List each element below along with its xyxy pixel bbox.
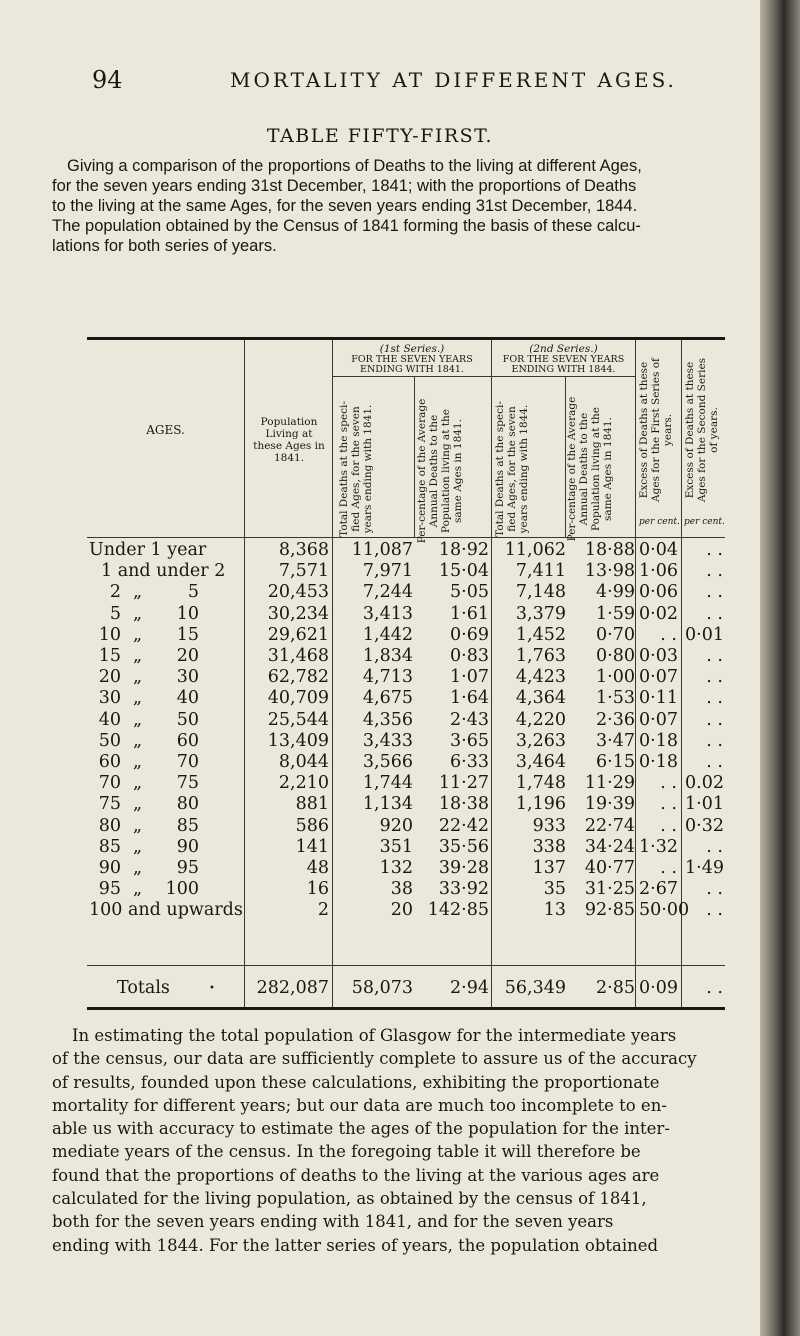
excess-1-cell: . . bbox=[660, 773, 677, 794]
age-to: 5 bbox=[187, 582, 199, 603]
deaths-1844-cell: 3,379 bbox=[515, 603, 566, 624]
body-line: calculated for the living population, as obtained by the census of 1841, bbox=[52, 1189, 647, 1209]
age-from: 60 bbox=[98, 752, 121, 772]
deaths-1841-cell: 20 bbox=[390, 900, 413, 921]
excess-2-cell: . . bbox=[706, 730, 723, 751]
population-cell: 2 bbox=[317, 900, 329, 921]
totals-rule bbox=[87, 965, 725, 966]
excess-1-cell: . . bbox=[660, 794, 677, 815]
ditto-mark: „ bbox=[133, 709, 143, 730]
deaths-1844-cell: 4,364 bbox=[515, 688, 566, 709]
excess-2-total: . . bbox=[706, 978, 723, 998]
population-cell: 30,234 bbox=[267, 603, 329, 624]
deaths-1841-cell: 1,744 bbox=[362, 773, 413, 794]
age-to: 100 bbox=[165, 879, 199, 900]
pct-1841-cell: 1·64 bbox=[450, 688, 489, 709]
deaths-1841-cell: 1,442 bbox=[362, 624, 413, 645]
pct-1844-cell: 2·36 bbox=[596, 709, 635, 730]
population-cell: 8,044 bbox=[278, 752, 329, 772]
body-line: mediate years of the census. In the foregoing table it will therefore be bbox=[52, 1142, 641, 1162]
table-row bbox=[87, 688, 725, 709]
age-from: 90 bbox=[98, 858, 121, 878]
age-from: 10 bbox=[98, 624, 121, 645]
age-to: 50 bbox=[176, 709, 199, 730]
population-cell: 48 bbox=[306, 858, 329, 878]
pct-1841-cell: 1·07 bbox=[450, 667, 489, 688]
deaths-1841-cell: 4,675 bbox=[362, 688, 413, 709]
pct-1844-cell: 40·77 bbox=[584, 858, 635, 878]
pct-1844-cell: 6·15 bbox=[596, 752, 635, 772]
excess-2-cell: . . bbox=[706, 879, 723, 900]
pct-1841-cell: 18·92 bbox=[438, 540, 489, 560]
pct-1844-cell: 1·53 bbox=[596, 688, 635, 709]
deaths-1841-cell: 4,713 bbox=[362, 667, 413, 688]
caption-line: to the living at the same Ages, for the seven years ending 31st December, 1844. bbox=[52, 197, 638, 215]
age-from: 30 bbox=[98, 688, 121, 709]
population-cell: 29,621 bbox=[267, 624, 329, 645]
per-cent-label: per cent. bbox=[639, 517, 680, 527]
age-to: 80 bbox=[176, 794, 199, 815]
body-line: both for the seven years ending with 1841, and for the seven years bbox=[52, 1212, 614, 1232]
ditto-mark: „ bbox=[133, 603, 143, 624]
pct-1841-cell: 2·43 bbox=[450, 709, 489, 730]
ditto-mark: „ bbox=[133, 667, 143, 688]
table-row bbox=[87, 858, 725, 879]
pct-1841-cell: 142·85 bbox=[427, 900, 489, 921]
ditto-mark: „ bbox=[133, 773, 143, 794]
excess-2-cell: . . bbox=[706, 709, 723, 730]
deaths-1841-cell: 3,413 bbox=[362, 603, 413, 624]
deaths-1844-cell: 338 bbox=[532, 836, 566, 857]
table-row bbox=[87, 773, 725, 794]
population-cell: 7,571 bbox=[278, 561, 329, 582]
pct-1841-cell: 0·69 bbox=[450, 624, 489, 645]
ditto-mark: „ bbox=[133, 879, 143, 900]
total-deaths-1844-header: Total Deaths at the speci-fied Ages, for the seven years ending with 1844. bbox=[494, 400, 530, 537]
excess-2-cell: 1·49 bbox=[685, 858, 724, 878]
deaths-1844-cell: 7,411 bbox=[515, 561, 566, 582]
excess-2-cell: . . bbox=[706, 540, 723, 560]
age-label: 100 and upwards bbox=[89, 900, 243, 921]
pct-1844-cell: 34·24 bbox=[584, 836, 635, 857]
age-label: 1 and under 2 bbox=[101, 561, 226, 582]
deaths-1844-cell: 1,196 bbox=[515, 794, 566, 815]
age-from: 95 bbox=[98, 879, 121, 900]
deaths-1844-cell: 4,220 bbox=[515, 709, 566, 730]
excess-1-cell: 2·67 bbox=[639, 879, 678, 900]
deaths-1844-cell: 4,423 bbox=[515, 667, 566, 688]
deaths-1841-cell: 11,087 bbox=[351, 540, 413, 560]
table-row bbox=[87, 667, 725, 688]
body-line: ending with 1844. For the latter series of years, the population obtained bbox=[52, 1235, 659, 1255]
excess-2-cell: 0·32 bbox=[685, 815, 724, 836]
deaths-1844-cell: 137 bbox=[532, 858, 566, 878]
percentage-1841-header: Per-centage of the Average Annual Deaths to the Population living at the same Ages in 1841. bbox=[415, 398, 464, 543]
table-title: TABLE FIFTY-FIRST. bbox=[266, 125, 494, 147]
population-cell: 881 bbox=[295, 794, 329, 815]
body-line: found that the proportions of deaths to the living at the various ages are bbox=[52, 1165, 660, 1185]
pct-1841-cell: 18·38 bbox=[438, 794, 489, 815]
population-cell: 2,210 bbox=[278, 773, 329, 794]
pct-1844-total: 2·85 bbox=[596, 978, 635, 998]
deaths-1844-cell: 1,763 bbox=[515, 646, 566, 666]
deaths-1844-cell: 11,062 bbox=[504, 540, 566, 560]
excess-1-cell: 0·06 bbox=[639, 582, 678, 603]
table-row bbox=[87, 582, 725, 603]
pct-1844-cell: 31·25 bbox=[584, 879, 635, 900]
excess-1-cell: 0·04 bbox=[639, 540, 678, 560]
ages-header: AGES. bbox=[146, 423, 185, 437]
age-to: 10 bbox=[176, 603, 199, 624]
excess-1-cell: . . bbox=[660, 624, 677, 645]
ditto-mark: „ bbox=[133, 582, 143, 603]
population-cell: 16 bbox=[306, 879, 329, 900]
excess-2-cell: . . bbox=[706, 646, 723, 666]
excess-2-cell: . . bbox=[706, 603, 723, 624]
body-line: mortality for different years; but our data are much too incomplete to en- bbox=[52, 1095, 667, 1115]
pct-1844-cell: 0·80 bbox=[596, 646, 635, 666]
totals-row bbox=[87, 978, 725, 999]
ditto-mark: „ bbox=[133, 752, 143, 772]
table-row bbox=[87, 561, 725, 582]
caption-line: Giving a comparison of the proportions of Deaths to the living at different Ages, bbox=[67, 157, 642, 175]
excess-1-cell: 0·07 bbox=[639, 709, 678, 730]
pct-1841-total: 2·94 bbox=[450, 978, 489, 998]
age-to: 70 bbox=[176, 752, 199, 772]
excess-1-cell: 0·18 bbox=[639, 730, 678, 751]
deaths-1841-total: 58,073 bbox=[351, 978, 413, 998]
age-to: 15 bbox=[176, 624, 199, 645]
pct-1841-cell: 22·42 bbox=[438, 815, 489, 836]
age-from: 75 bbox=[98, 794, 121, 815]
ditto-mark: „ bbox=[133, 836, 143, 857]
age-from: 50 bbox=[98, 730, 121, 751]
header-rule bbox=[332, 376, 635, 377]
population-cell: 40,709 bbox=[267, 688, 329, 709]
excess-1-cell: 0·18 bbox=[639, 752, 678, 772]
ditto-mark: „ bbox=[133, 624, 143, 645]
table-row bbox=[87, 879, 725, 900]
percentage-1844-header: Per-centage of the Average Annual Deaths to the Population living at the same Ages in 1841. bbox=[566, 396, 614, 541]
deaths-1844-cell: 3,464 bbox=[515, 752, 566, 772]
age-to: 90 bbox=[176, 836, 199, 857]
table-caption bbox=[52, 156, 752, 256]
age-to: 60 bbox=[176, 730, 199, 751]
deaths-1844-cell: 933 bbox=[532, 815, 566, 836]
table-row bbox=[87, 752, 725, 773]
excess-1-cell: 1·32 bbox=[639, 836, 678, 857]
ditto-mark: „ bbox=[133, 815, 143, 836]
pct-1844-cell: 11·29 bbox=[584, 773, 635, 794]
deaths-1841-cell: 38 bbox=[390, 879, 413, 900]
excess-2-cell: . . bbox=[706, 561, 723, 582]
age-to: 85 bbox=[176, 815, 199, 836]
deaths-1841-cell: 1,834 bbox=[362, 646, 413, 666]
table-row bbox=[87, 625, 725, 646]
excess-2-cell: . . bbox=[706, 667, 723, 688]
excess-1-cell: 50·00 bbox=[639, 900, 690, 921]
age-to: 20 bbox=[176, 646, 199, 666]
running-head bbox=[92, 66, 752, 96]
population-header: Population Living at these Ages in 1841. bbox=[253, 416, 325, 464]
age-from: 80 bbox=[98, 815, 121, 836]
age-to: 95 bbox=[176, 858, 199, 878]
table-row bbox=[87, 646, 725, 667]
age-from: 15 bbox=[98, 646, 121, 666]
deaths-1841-cell: 7,971 bbox=[362, 561, 413, 582]
excess-2-cell: 0.02 bbox=[685, 773, 724, 794]
table-row bbox=[87, 900, 725, 921]
excess-2-cell: 1·01 bbox=[685, 794, 724, 815]
pct-1844-cell: 1·59 bbox=[596, 603, 635, 624]
series1-title: (1st Series.) bbox=[379, 343, 445, 355]
excess-second-series-header: Excess of Deaths at these Ages for the Second Series of years. bbox=[683, 357, 720, 503]
age-to: 75 bbox=[176, 773, 199, 794]
deaths-1844-cell: 1,452 bbox=[515, 624, 566, 645]
population-cell: 141 bbox=[295, 836, 329, 857]
excess-1-cell: 0·11 bbox=[639, 688, 678, 709]
running-title: MORTALITY AT DIFFERENT AGES. bbox=[230, 68, 677, 92]
column-rule bbox=[414, 376, 415, 537]
pct-1844-cell: 13·98 bbox=[584, 561, 635, 582]
ditto-mark: „ bbox=[133, 858, 143, 878]
excess-2-cell: 0·01 bbox=[685, 624, 724, 645]
pct-1844-cell: 0·70 bbox=[596, 624, 635, 645]
series2-subtitle: FOR THE SEVEN YEARS ENDING WITH 1844. bbox=[502, 354, 625, 375]
age-to: 30 bbox=[176, 667, 199, 688]
excess-1-cell: 0·02 bbox=[639, 603, 678, 624]
population-cell: 20,453 bbox=[267, 582, 329, 603]
deaths-1841-cell: 3,433 bbox=[362, 730, 413, 751]
table-row bbox=[87, 731, 725, 752]
age-from: 5 bbox=[109, 603, 121, 624]
header-rule bbox=[87, 537, 725, 538]
caption-line: lations for both series of years. bbox=[52, 237, 277, 255]
body-line: In estimating the total population of Glasgow for the intermediate years bbox=[72, 1026, 677, 1045]
pct-1844-cell: 1·00 bbox=[596, 667, 635, 688]
series2-title: (2nd Series.) bbox=[529, 343, 598, 355]
age-to: 40 bbox=[176, 688, 199, 709]
body-line: of results, founded upon these calculations, exhibiting the proportionate bbox=[52, 1072, 660, 1092]
per-cent-label: per cent. bbox=[684, 517, 725, 527]
deaths-1841-cell: 4,356 bbox=[362, 709, 413, 730]
pct-1844-cell: 3·47 bbox=[596, 730, 635, 751]
book-spine-edge bbox=[760, 0, 800, 1336]
totals-label: Totals bbox=[117, 978, 170, 998]
table-row bbox=[87, 540, 725, 561]
deaths-1841-cell: 920 bbox=[379, 815, 413, 836]
excess-2-cell: . . bbox=[706, 582, 723, 603]
pct-1844-cell: 18·88 bbox=[584, 540, 635, 560]
pct-1844-cell: 19·39 bbox=[584, 794, 635, 815]
ditto-mark: „ bbox=[133, 730, 143, 751]
excess-1-cell: 1·06 bbox=[639, 561, 678, 582]
population-cell: 62,782 bbox=[267, 667, 329, 688]
caption-line: for the seven years ending 31st December, 1841; with the proportions of Deaths bbox=[52, 177, 637, 195]
deaths-1841-cell: 3,566 bbox=[362, 752, 413, 772]
pct-1841-cell: 6·33 bbox=[450, 752, 489, 772]
population-total: 282,087 bbox=[256, 978, 329, 998]
pct-1844-cell: 92·85 bbox=[584, 900, 635, 921]
population-cell: 31,468 bbox=[267, 646, 329, 666]
pct-1841-cell: 33·92 bbox=[438, 879, 489, 900]
excess-2-cell: . . bbox=[706, 688, 723, 709]
ditto-mark: „ bbox=[133, 794, 143, 815]
deaths-1844-cell: 13 bbox=[543, 900, 566, 921]
excess-1-cell: . . bbox=[660, 815, 677, 836]
excess-1-cell: . . bbox=[660, 858, 677, 878]
age-from: 20 bbox=[98, 667, 121, 688]
page-number: 94 bbox=[92, 66, 123, 94]
age-label: Under 1 year bbox=[89, 540, 207, 560]
population-cell: 586 bbox=[295, 815, 329, 836]
table-row bbox=[87, 794, 725, 815]
body-line: able us with accuracy to estimate the ages of the population for the inter- bbox=[52, 1119, 670, 1139]
pct-1841-cell: 1·61 bbox=[450, 603, 489, 624]
pct-1841-cell: 0·83 bbox=[450, 646, 489, 666]
table-row bbox=[87, 837, 725, 858]
population-cell: 8,368 bbox=[278, 540, 329, 560]
pct-1841-cell: 3·65 bbox=[450, 730, 489, 751]
caption-line: The population obtained by the Census of 1841 forming the basis of these calcu- bbox=[52, 217, 641, 235]
pct-1841-cell: 5·05 bbox=[450, 582, 489, 603]
age-from: 85 bbox=[98, 836, 121, 857]
table-row bbox=[87, 816, 725, 837]
deaths-1841-cell: 351 bbox=[379, 836, 413, 857]
pct-1841-cell: 11·27 bbox=[438, 773, 489, 794]
deaths-1844-cell: 1,748 bbox=[515, 773, 566, 794]
excess-1-cell: 0·07 bbox=[639, 667, 678, 688]
pct-1844-cell: 22·74 bbox=[584, 815, 635, 836]
total-deaths-1841-header: Total Deaths at the speci-fied Ages, for the seven years ending with 1841. bbox=[337, 400, 374, 537]
table-row bbox=[87, 710, 725, 731]
deaths-1844-total: 56,349 bbox=[504, 978, 566, 998]
pct-1841-cell: 15·04 bbox=[438, 561, 489, 582]
excess-1-cell: 0·03 bbox=[639, 646, 678, 666]
age-from: 40 bbox=[98, 709, 121, 730]
deaths-1844-cell: 7,148 bbox=[515, 582, 566, 603]
pct-1844-cell: 4·99 bbox=[596, 582, 635, 603]
leader-dot: • bbox=[209, 983, 215, 994]
ditto-mark: „ bbox=[133, 646, 143, 666]
ditto-mark: „ bbox=[133, 688, 143, 709]
pct-1841-cell: 35·56 bbox=[438, 836, 489, 857]
excess-2-cell: . . bbox=[706, 836, 723, 857]
deaths-1841-cell: 7,244 bbox=[362, 582, 413, 603]
body-line: of the census, our data are sufficiently complete to assure us of the accuracy bbox=[52, 1049, 697, 1069]
excess-1-total: 0·09 bbox=[639, 978, 678, 998]
deaths-1844-cell: 35 bbox=[543, 879, 566, 900]
deaths-1844-cell: 3,263 bbox=[515, 730, 566, 751]
excess-2-cell: . . bbox=[706, 752, 723, 772]
age-from: 70 bbox=[98, 773, 121, 794]
deaths-1841-cell: 132 bbox=[379, 858, 413, 878]
age-from: 2 bbox=[109, 582, 121, 603]
excess-first-series-header: Excess of Deaths at these Ages for the First Series of years. bbox=[637, 358, 674, 502]
pct-1841-cell: 39·28 bbox=[438, 858, 489, 878]
table-row bbox=[87, 604, 725, 625]
excess-2-cell: . . bbox=[706, 900, 723, 921]
population-cell: 13,409 bbox=[267, 730, 329, 751]
population-cell: 25,544 bbox=[267, 709, 329, 730]
deaths-1841-cell: 1,134 bbox=[362, 794, 413, 815]
series1-subtitle: FOR THE SEVEN YEARS ENDING WITH 1841. bbox=[351, 354, 473, 375]
mortality-table bbox=[87, 337, 725, 1010]
body-paragraph bbox=[52, 1024, 752, 1257]
